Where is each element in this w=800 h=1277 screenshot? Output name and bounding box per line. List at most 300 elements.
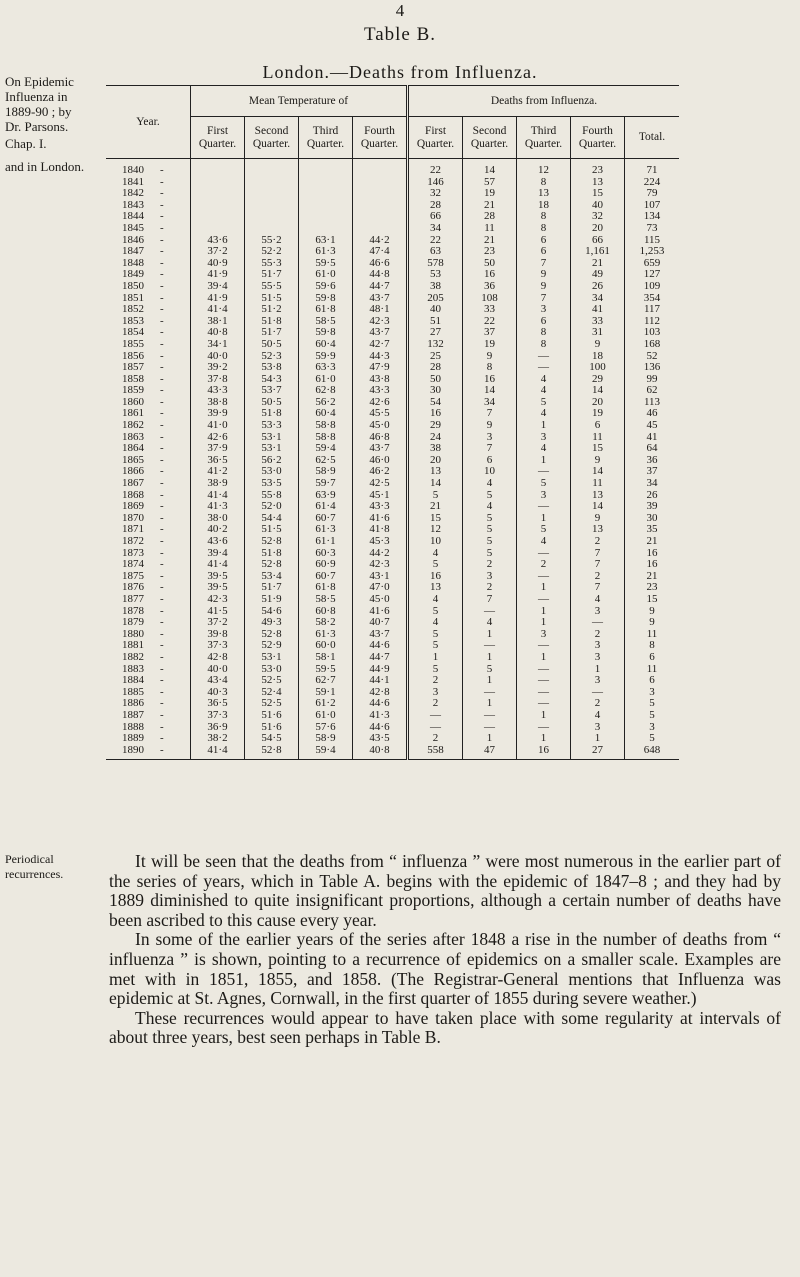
deaths-q1-header: First Quarter. <box>408 117 463 159</box>
year-value: 1844 <box>122 210 144 223</box>
temperature-cell: 50·5 <box>245 339 299 351</box>
year-value: 1864 <box>122 442 144 455</box>
year-cell <box>106 223 191 235</box>
deaths-cell: 1 <box>408 652 463 664</box>
year-value: 1869 <box>122 500 144 513</box>
total-cell: 62 <box>646 384 658 397</box>
deaths-cell: 5 <box>408 490 463 502</box>
temperature-cell: 40·9 <box>191 258 245 270</box>
deaths-cell: — <box>408 722 463 734</box>
table-row <box>106 710 679 722</box>
row-dash: - <box>160 314 164 327</box>
temperature-cell: 45·3 <box>353 536 408 548</box>
deaths-cell: 5 <box>408 664 463 676</box>
temperature-cell: 60·4 <box>299 339 353 351</box>
row-dash: - <box>160 303 164 316</box>
year-cell <box>106 443 191 455</box>
deaths-cell: 4 <box>571 594 625 606</box>
temperature-cell: 60·3 <box>299 548 353 560</box>
total-cell: 8 <box>649 639 655 652</box>
deaths-cell: 3 <box>517 629 571 641</box>
deaths-cell: 37 <box>463 327 517 339</box>
table-row <box>106 524 679 536</box>
year-cell <box>106 327 191 339</box>
year-value: 1870 <box>122 511 144 524</box>
year-cell <box>106 664 191 676</box>
deaths-cell: 49 <box>571 269 625 281</box>
temperature-cell: 49·3 <box>245 617 299 629</box>
deaths-cell: 34 <box>463 397 517 409</box>
deaths-cell: 2 <box>408 733 463 745</box>
year-value: 1852 <box>122 303 144 316</box>
row-dash: - <box>160 604 164 617</box>
temperature-cell <box>353 188 408 200</box>
year-cell <box>106 687 191 699</box>
row-dash: - <box>160 558 164 571</box>
row-dash: - <box>160 279 164 292</box>
table-row <box>106 582 679 594</box>
deaths-cell: 12 <box>408 524 463 536</box>
margin-line: 1889-90 ; by <box>5 104 72 119</box>
deaths-cell: 2 <box>408 675 463 687</box>
deaths-cell: 40 <box>571 200 625 212</box>
row-dash: - <box>160 674 164 687</box>
deaths-cell: 4 <box>517 374 571 386</box>
temperature-cell: 40·3 <box>191 687 245 699</box>
temperature-cell <box>353 200 408 212</box>
temperature-cell: 43·7 <box>353 629 408 641</box>
deaths-cell: 4 <box>517 385 571 397</box>
deaths-cell: 36 <box>463 281 517 293</box>
temperature-cell: 45·0 <box>353 594 408 606</box>
year-cell <box>106 652 191 664</box>
deaths-cell: 19 <box>571 408 625 420</box>
deaths-cell: 41 <box>571 304 625 316</box>
row-dash: - <box>160 291 164 304</box>
row-dash: - <box>160 465 164 478</box>
table-body <box>106 159 679 760</box>
deaths-cell: 20 <box>408 455 463 467</box>
row-dash: - <box>160 430 164 443</box>
deaths-cell: 4 <box>463 501 517 513</box>
deaths-cell: — <box>517 675 571 687</box>
table-row <box>106 675 679 687</box>
deaths-cell: — <box>463 606 517 618</box>
table-row <box>106 536 679 548</box>
deaths-cell: 5 <box>408 640 463 652</box>
total-cell: 112 <box>643 314 661 327</box>
deaths-cell: 5 <box>463 536 517 548</box>
temperature-cell: 46·0 <box>353 455 408 467</box>
deaths-cell: 2 <box>571 629 625 641</box>
temperature-cell: 39·5 <box>191 582 245 594</box>
temperature-cell: 51·6 <box>245 722 299 734</box>
temperature-cell: 53·4 <box>245 571 299 583</box>
temperature-cell: 43·8 <box>353 374 408 386</box>
deaths-cell: 3 <box>517 432 571 444</box>
temperature-cell: 55·3 <box>245 258 299 270</box>
year-cell <box>106 246 191 258</box>
temperature-cell: 54·3 <box>245 374 299 386</box>
total-cell: 5 <box>649 732 655 745</box>
deaths-cell: 3 <box>571 675 625 687</box>
deaths-group-header: Deaths from Influenza. <box>408 86 680 117</box>
deaths-cell: 21 <box>463 200 517 212</box>
row-dash: - <box>160 442 164 455</box>
total-cell: 103 <box>643 326 661 339</box>
temperature-cell: 44·8 <box>353 269 408 281</box>
deaths-cell: 1 <box>571 664 625 676</box>
deaths-cell: 4 <box>517 536 571 548</box>
deaths-cell: 53 <box>408 269 463 281</box>
temperature-cell: 53·0 <box>245 466 299 478</box>
temperature-cell: 60·9 <box>299 559 353 571</box>
deaths-cell: 29 <box>408 420 463 432</box>
influenza-table <box>106 85 679 760</box>
year-value: 1857 <box>122 361 144 374</box>
total-cell: 9 <box>649 604 655 617</box>
temperature-cell: 61·0 <box>299 710 353 722</box>
temperature-cell: 37·8 <box>191 374 245 386</box>
temperature-cell: 53·7 <box>245 385 299 397</box>
row-dash: - <box>160 697 164 710</box>
total-cell: 6 <box>649 674 655 687</box>
deaths-cell: 23 <box>463 246 517 258</box>
deaths-cell: 33 <box>463 304 517 316</box>
total-cell: 3 <box>649 685 655 698</box>
deaths-cell: 100 <box>571 362 625 374</box>
temperature-cell: 46·2 <box>353 466 408 478</box>
deaths-q4-header: Fourth Quarter. <box>571 117 625 159</box>
year-value: 1868 <box>122 488 144 501</box>
deaths-cell: 11 <box>571 432 625 444</box>
temperature-cell: 43·6 <box>191 536 245 548</box>
deaths-cell: 6 <box>463 455 517 467</box>
year-cell <box>106 432 191 444</box>
temperature-cell: 44·3 <box>353 351 408 363</box>
deaths-cell: 132 <box>408 339 463 351</box>
deaths-cell: 7 <box>517 293 571 305</box>
deaths-cell: 7 <box>463 594 517 606</box>
deaths-cell: 47 <box>463 745 517 760</box>
temperature-cell: 51·6 <box>245 710 299 722</box>
table-row <box>106 687 679 699</box>
margin-line: On Epidemic <box>5 74 74 89</box>
total-header: Total. <box>625 117 680 159</box>
temperature-cell: 47·9 <box>353 362 408 374</box>
temperature-cell: 61·3 <box>299 524 353 536</box>
deaths-cell: 22 <box>463 316 517 328</box>
year-cell <box>106 733 191 745</box>
temperature-cell: 53·3 <box>245 420 299 432</box>
temperature-cell: 55·8 <box>245 490 299 502</box>
total-cell: 36 <box>646 453 658 466</box>
temperature-cell: 41·8 <box>353 524 408 536</box>
temperature-cell: 59·1 <box>299 687 353 699</box>
deaths-cell: 51 <box>408 316 463 328</box>
temperature-cell: 60·8 <box>299 606 353 618</box>
deaths-cell: 14 <box>463 165 517 177</box>
table-row <box>106 223 679 235</box>
year-cell <box>106 548 191 560</box>
deaths-cell: 1 <box>517 582 571 594</box>
deaths-cell: 4 <box>463 478 517 490</box>
deaths-cell: 1 <box>463 629 517 641</box>
year-value: 1883 <box>122 662 144 675</box>
total-cell: 109 <box>643 279 661 292</box>
temperature-cell: 46·6 <box>353 258 408 270</box>
temperature-cell: 59·4 <box>299 443 353 455</box>
temperature-cell: 37·9 <box>191 443 245 455</box>
total-cell: 659 <box>643 256 661 269</box>
temperature-cell: 63·1 <box>299 235 353 247</box>
temperature-cell: 52·0 <box>245 501 299 513</box>
deaths-cell: 1 <box>517 710 571 722</box>
temperature-cell: 43·6 <box>191 235 245 247</box>
deaths-cell: — <box>517 501 571 513</box>
temperature-cell: 43·7 <box>353 443 408 455</box>
row-dash: - <box>160 384 164 397</box>
paragraph: In some of the earlier years of the series after 1848 a rise in the number of deaths from “ influenza ” is shown, pointing to a recurrence of epidemics on a smaller scale. Examples are met with in 1851, 1855, and 1858. (The Registrar-General mentions that Influenza was epidemic at St. Agnes, Cornwall, in the first quarter of 1855 during severe weather.) <box>109 929 781 1009</box>
temperature-cell: 42·3 <box>353 316 408 328</box>
year-cell <box>106 362 191 374</box>
deaths-cell: 19 <box>463 188 517 200</box>
year-value: 1853 <box>122 314 144 327</box>
table-row <box>106 443 679 455</box>
temperature-cell: 38·0 <box>191 513 245 525</box>
year-value: 1867 <box>122 477 144 490</box>
temperature-cell: 39·9 <box>191 408 245 420</box>
temperature-cell: 53·1 <box>245 652 299 664</box>
year-column-header: Year. <box>106 86 191 159</box>
deaths-cell: 8 <box>463 362 517 374</box>
deaths-cell: 13 <box>571 177 625 189</box>
temperature-cell: 40·2 <box>191 524 245 536</box>
deaths-cell: 7 <box>571 559 625 571</box>
deaths-cell: 3 <box>571 640 625 652</box>
deaths-cell: 578 <box>408 258 463 270</box>
total-cell: 15 <box>646 592 658 605</box>
temperature-cell: 53·5 <box>245 478 299 490</box>
deaths-cell: 16 <box>408 408 463 420</box>
deaths-cell: 3 <box>517 490 571 502</box>
temperature-cell: 59·5 <box>299 258 353 270</box>
deaths-cell: 2 <box>571 536 625 548</box>
total-cell: 11 <box>646 627 658 640</box>
temperature-cell: 58·5 <box>299 316 353 328</box>
temperature-cell: 61·3 <box>299 246 353 258</box>
total-cell: 39 <box>646 500 658 513</box>
temperature-cell: 42·3 <box>191 594 245 606</box>
deaths-cell: 108 <box>463 293 517 305</box>
temperature-cell: 52·8 <box>245 629 299 641</box>
year-value: 1878 <box>122 604 144 617</box>
deaths-cell: 7 <box>463 443 517 455</box>
row-dash: - <box>160 233 164 246</box>
total-cell: 52 <box>646 349 658 362</box>
temperature-cell: 44·6 <box>353 640 408 652</box>
temperature-cell: 61·4 <box>299 501 353 513</box>
year-value: 1882 <box>122 650 144 663</box>
row-dash: - <box>160 221 164 234</box>
temperature-cell <box>245 223 299 235</box>
temperature-cell: 38·1 <box>191 316 245 328</box>
year-cell <box>106 165 191 177</box>
total-cell: 21 <box>646 535 658 547</box>
page-number: 4 <box>395 1 405 20</box>
table-row <box>106 327 679 339</box>
temperature-cell: 51·8 <box>245 408 299 420</box>
temperature-cell: 52·8 <box>245 559 299 571</box>
year-cell <box>106 211 191 223</box>
year-cell <box>106 606 191 618</box>
temperature-cell <box>245 177 299 189</box>
row-dash: - <box>160 349 164 362</box>
year-cell <box>106 478 191 490</box>
deaths-cell: 5 <box>408 606 463 618</box>
year-cell <box>106 594 191 606</box>
temperature-cell: 46·8 <box>353 432 408 444</box>
year-value: 1860 <box>122 395 144 408</box>
year-value: 1889 <box>122 732 144 745</box>
year-cell <box>106 617 191 629</box>
year-value: 1851 <box>122 291 144 304</box>
temperature-cell: 44·9 <box>353 664 408 676</box>
temperature-cell: 36·5 <box>191 698 245 710</box>
row-dash: - <box>160 164 164 176</box>
row-dash: - <box>160 419 164 432</box>
year-value: 1885 <box>122 685 144 698</box>
year-cell <box>106 455 191 467</box>
row-dash: - <box>160 337 164 350</box>
row-dash: - <box>160 175 164 188</box>
body-text <box>109 852 781 1048</box>
deaths-cell: 2 <box>517 559 571 571</box>
year-cell <box>106 582 191 594</box>
deaths-cell: 32 <box>571 211 625 223</box>
temperature-cell: 59·6 <box>299 281 353 293</box>
table-row <box>106 408 679 420</box>
temperature-cell: 53·1 <box>245 432 299 444</box>
deaths-cell: 9 <box>517 269 571 281</box>
temperature-cell: 40·0 <box>191 351 245 363</box>
deaths-cell: 9 <box>571 455 625 467</box>
deaths-cell: 5 <box>463 513 517 525</box>
deaths-cell: 18 <box>517 200 571 212</box>
deaths-cell: 15 <box>408 513 463 525</box>
temperature-cell: 60·7 <box>299 513 353 525</box>
deaths-cell: 6 <box>571 420 625 432</box>
temperature-cell: 41·6 <box>353 606 408 618</box>
deaths-cell: 3 <box>463 571 517 583</box>
temperature-cell: 60·4 <box>299 408 353 420</box>
temperature-cell <box>299 211 353 223</box>
total-cell: 21 <box>646 569 658 582</box>
year-value: 1848 <box>122 256 144 269</box>
deaths-cell: 27 <box>408 327 463 339</box>
temperature-cell <box>245 200 299 212</box>
row-dash: - <box>160 708 164 721</box>
row-dash: - <box>160 523 164 536</box>
total-cell: 9 <box>649 616 655 629</box>
year-value: 1865 <box>122 453 144 466</box>
temperature-cell: 45·1 <box>353 490 408 502</box>
year-value: 1871 <box>122 523 144 536</box>
row-dash: - <box>160 639 164 652</box>
total-cell: 11 <box>646 662 658 675</box>
row-dash: - <box>160 650 164 663</box>
total-cell: 73 <box>646 221 658 234</box>
row-dash: - <box>160 569 164 582</box>
temperature-cell: 58·8 <box>299 432 353 444</box>
deaths-cell: 3 <box>463 432 517 444</box>
deaths-cell: — <box>463 722 517 734</box>
total-cell: 16 <box>646 546 658 559</box>
deaths-cell: 22 <box>408 235 463 247</box>
deaths-cell: — <box>571 687 625 699</box>
year-value: 1862 <box>122 419 144 432</box>
temperature-cell: 54·6 <box>245 606 299 618</box>
deaths-cell: 10 <box>463 466 517 478</box>
row-dash: - <box>160 187 164 200</box>
year-value: 1849 <box>122 268 144 281</box>
row-dash: - <box>160 720 164 733</box>
year-cell <box>106 293 191 305</box>
temperature-cell <box>353 165 408 177</box>
temperature-cell: 62·8 <box>299 385 353 397</box>
row-dash: - <box>160 535 164 547</box>
total-cell: 5 <box>649 697 655 710</box>
temperature-cell <box>353 211 408 223</box>
temperature-cell <box>353 177 408 189</box>
table-row <box>106 640 679 652</box>
temperature-cell: 57·6 <box>299 722 353 734</box>
deaths-cell: 1 <box>517 420 571 432</box>
total-cell: 136 <box>643 361 661 374</box>
deaths-cell: 16 <box>408 571 463 583</box>
table-row <box>106 733 679 745</box>
deaths-cell: 13 <box>571 490 625 502</box>
temperature-cell: 52·5 <box>245 675 299 687</box>
deaths-cell: 14 <box>463 385 517 397</box>
temperature-cell <box>353 223 408 235</box>
year-cell <box>106 722 191 734</box>
temperature-cell <box>299 200 353 212</box>
temperature-cell: 61·8 <box>299 582 353 594</box>
row-dash: - <box>160 268 164 281</box>
temperature-cell: 54·4 <box>245 513 299 525</box>
deaths-cell: 50 <box>408 374 463 386</box>
year-value: 1861 <box>122 407 144 420</box>
temperature-cell: 56·2 <box>299 397 353 409</box>
temperature-cell: 41·4 <box>191 559 245 571</box>
year-value: 1884 <box>122 674 144 687</box>
total-cell: 99 <box>646 372 658 385</box>
year-cell <box>106 258 191 270</box>
temperature-cell: 44·6 <box>353 722 408 734</box>
deaths-cell: 8 <box>517 211 571 223</box>
temperature-cell: 37·2 <box>191 617 245 629</box>
deaths-cell: 22 <box>408 165 463 177</box>
year-value: 1842 <box>122 187 144 200</box>
deaths-cell: — <box>517 687 571 699</box>
total-cell: 115 <box>643 233 661 246</box>
deaths-cell: 9 <box>463 420 517 432</box>
temperature-group-header: Mean Temperature of <box>191 86 408 117</box>
deaths-cell: 20 <box>571 397 625 409</box>
row-dash: - <box>160 546 164 559</box>
temperature-cell: 61·1 <box>299 536 353 548</box>
